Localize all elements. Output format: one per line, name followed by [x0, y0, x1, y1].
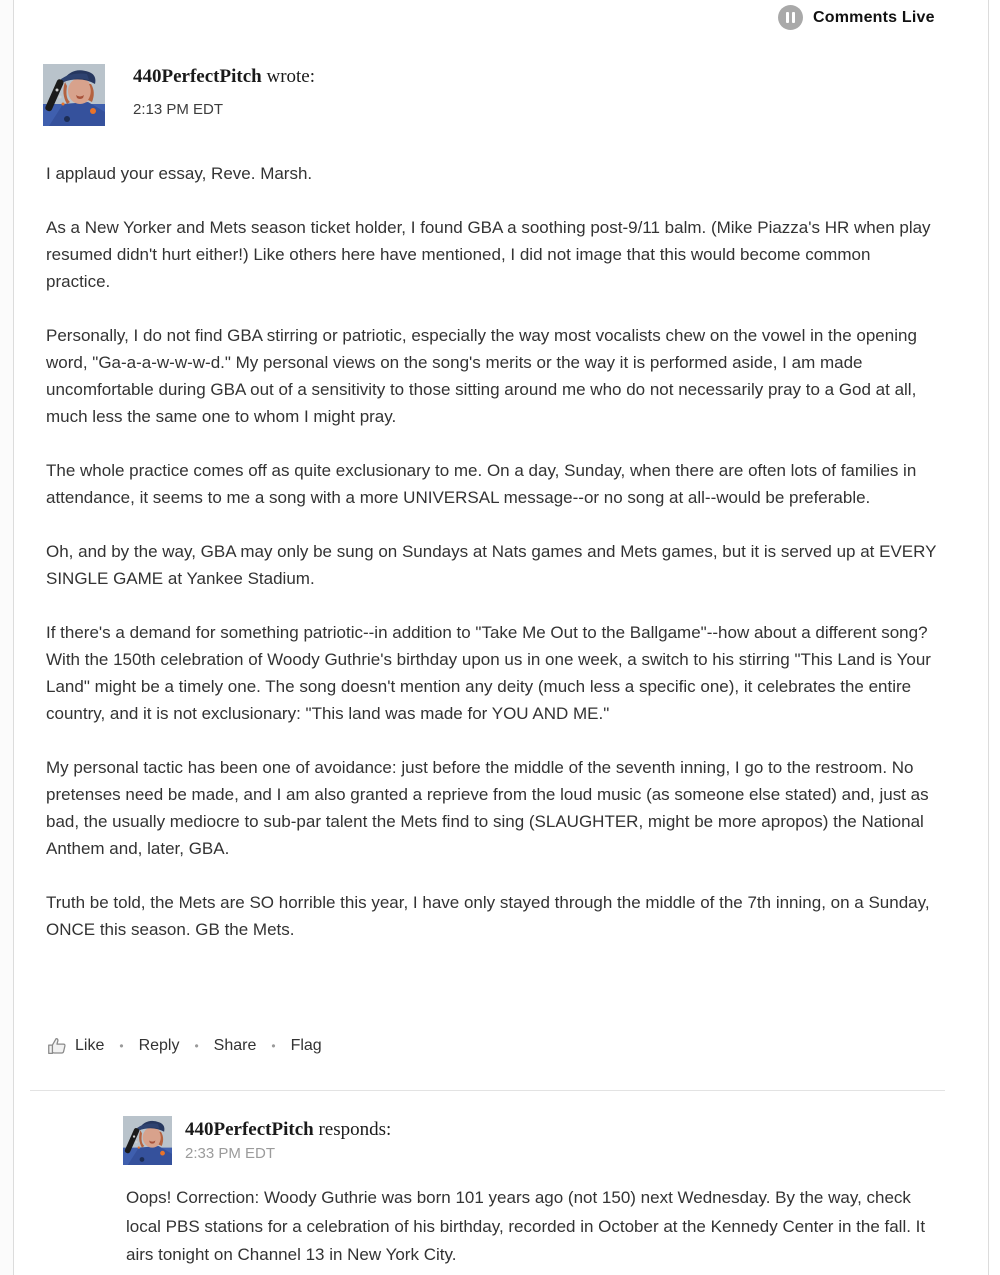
comment-paragraph: If there's a demand for something patriotic--in addition to "Take Me Out to the Ballgame"--how about a different song? With the 150th celebration of Woody Guthrie's birthday upon us in one week, a switch to his stirring "This Land is Your Land" might be a timely one. The song doesn't mention any deity (much less a specific one), it celebrates the entire country, and it is not exclusionary: "This land was made for YOU AND ME."	[46, 623, 931, 723]
action-separator: •	[194, 1039, 199, 1053]
comment-paragraph: Personally, I do not find GBA stirring or patriotic, especially the way most vocalists chew on the vowel in the opening word, "Ga-a-a-w-w-w-d." My personal views on the song's merits or the way it is performed aside, I am made uncomfortable during GBA out of a sensitivity to those sitting around me who do not necessarily pray to a God at all, much less the same one to whom I might pray.	[46, 326, 917, 426]
reply-body	[126, 1184, 932, 1270]
comment-paragraph: My personal tactic has been one of avoidance: just before the middle of the seventh inning, I go to the restroom. No pretenses need be made, and I am also granted a reprieve from the loud music (as someone else stated) and, just as bad, the usually mediocre to sub-par talent the Mets find to sing (SLAUGHTER, might be more apropos) the National Anthem and, later, GBA.	[46, 758, 929, 858]
comment-paragraph: I applaud your essay, Reve. Marsh.	[46, 164, 313, 183]
share-button[interactable]: Share	[213, 1037, 257, 1054]
reply-paragraph: Oops! Correction: Woody Guthrie was born 101 years ago (not 150) next Wednesday. By the way, check local PBS stations for a celebration of his birthday, recorded in October at the Kennedy Center in the fall. It airs tonight on Channel 13 in New York City.	[126, 1188, 926, 1264]
comments-live-label: Comments Live	[813, 8, 935, 26]
comment-body	[46, 160, 938, 970]
reply-header	[185, 1119, 391, 1162]
reply-author-line	[185, 1119, 391, 1141]
comment-header	[133, 66, 315, 118]
comment-paragraph: As a New Yorker and Mets season ticket holder, I found GBA a soothing post-9/11 balm. (Mike Piazza's HR when play resumed didn't hurt either!) Like others here have mentioned, I did not image that this would become common practice.	[46, 218, 931, 291]
comment-author-name[interactable]: 440PerfectPitch	[133, 66, 262, 87]
reply-action-word: responds:	[313, 1119, 392, 1140]
like-label: Like	[75, 1037, 105, 1054]
avatar[interactable]	[123, 1116, 172, 1165]
action-separator: •	[271, 1039, 276, 1053]
flag-button[interactable]: Flag	[290, 1037, 322, 1054]
like-button[interactable]	[46, 1035, 104, 1057]
reply-timestamp: 2:33 PM EDT	[185, 1145, 276, 1162]
comment-paragraph: Truth be told, the Mets are SO horrible this year, I have only stayed through the middle of the 7th inning, on a Sunday, ONCE this season. GB the Mets.	[46, 893, 930, 939]
comments-live-bar	[778, 5, 935, 30]
comment-actions	[46, 1035, 322, 1057]
comment-timestamp: 2:13 PM EDT	[133, 101, 224, 118]
comment-paragraph: Oh, and by the way, GBA may only be sung on Sundays at Nats games and Mets games, but it is served up at EVERY SINGLE GAME at Yankee Stadium.	[46, 542, 937, 588]
thumbs-up-icon	[46, 1035, 68, 1057]
comment-paragraph: The whole practice comes off as quite exclusionary to me. On a day, Sunday, when there are often lots of families in attendance, it seems to me a song with a more UNIVERSAL message--or no song at all--would be preferable.	[46, 461, 917, 507]
reply-author-name[interactable]: 440PerfectPitch	[185, 1119, 314, 1140]
reply-button[interactable]: Reply	[138, 1037, 180, 1054]
avatar-image	[123, 1116, 172, 1165]
pause-icon[interactable]	[778, 5, 803, 30]
action-separator: •	[119, 1039, 124, 1053]
comment-action-word: wrote:	[261, 66, 316, 87]
thread-divider	[30, 1090, 945, 1091]
left-border	[0, 0, 14, 1275]
avatar-image	[43, 64, 105, 126]
right-border	[988, 0, 1000, 1275]
comment-author-line	[133, 66, 315, 88]
avatar[interactable]	[43, 64, 105, 126]
